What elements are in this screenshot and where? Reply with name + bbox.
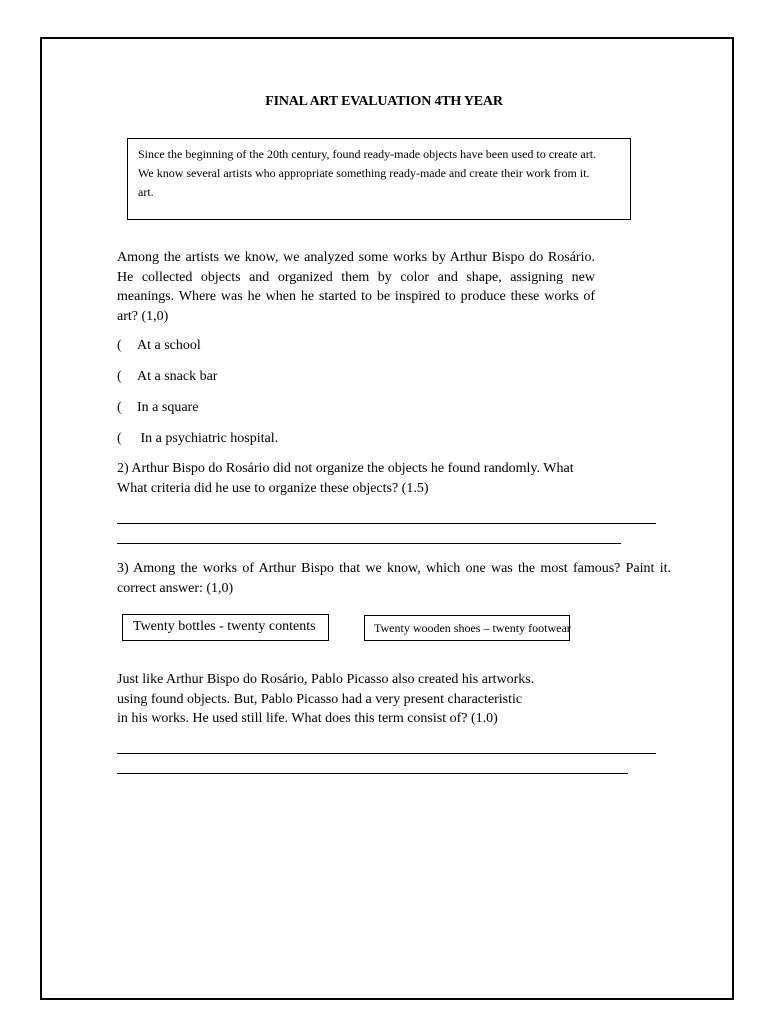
answer-line[interactable] bbox=[117, 773, 628, 774]
intro-line: art. bbox=[138, 185, 154, 199]
choice-twenty-bottles[interactable]: Twenty bottles - twenty contents bbox=[122, 614, 329, 641]
question-1-option-school[interactable] bbox=[117, 336, 201, 355]
question-1-text bbox=[117, 248, 595, 326]
question-2-line: What criteria did he use to organize these objects? (1.5) bbox=[117, 480, 429, 496]
question-4-line: in his works. He used still life. What does this term consist of? (1.0) bbox=[117, 711, 498, 726]
question-4-text bbox=[117, 670, 569, 729]
question-1-option-psychiatric-hospital[interactable] bbox=[117, 429, 278, 448]
answer-line[interactable] bbox=[117, 753, 656, 754]
option-label: At a snack bar bbox=[137, 369, 218, 384]
option-checkbox[interactable]: ( bbox=[117, 369, 122, 384]
option-checkbox[interactable]: ( bbox=[117, 400, 122, 415]
intro-line: We know several artists who appropriate something ready-made and create their work from it. bbox=[138, 166, 590, 180]
question-3-text bbox=[117, 559, 671, 598]
option-label: At a school bbox=[137, 338, 201, 353]
question-4-line: Just like Arthur Bispo do Rosário, Pablo Picasso also created his artworks. bbox=[117, 672, 535, 687]
question-3-prompt: 3) Among the works of Arthur Bispo that we know, which one was the most famous? Paint it. correct answer: (1,0) bbox=[117, 561, 671, 596]
page-title: FINAL ART EVALUATION 4TH YEAR bbox=[265, 94, 503, 109]
question-2-line: 2) Arthur Bispo do Rosário did not organize the objects he found randomly. What bbox=[117, 461, 574, 476]
answer-line[interactable] bbox=[117, 543, 621, 544]
question-1-option-snack-bar[interactable] bbox=[117, 367, 217, 386]
option-checkbox[interactable]: ( bbox=[117, 431, 122, 446]
intro-box bbox=[127, 138, 631, 220]
option-checkbox[interactable]: ( bbox=[117, 338, 122, 353]
option-label: In a psychiatric hospital. bbox=[137, 431, 279, 446]
answer-line[interactable] bbox=[117, 523, 656, 524]
choice-twenty-wooden-shoes[interactable]: Twenty wooden shoes – twenty footwear bbox=[364, 615, 570, 641]
question-2-text bbox=[117, 459, 657, 498]
question-4-line: using found objects. But, Pablo Picasso had a very present characteristic bbox=[117, 691, 523, 707]
option-label: In a square bbox=[137, 400, 199, 415]
question-1-option-square[interactable] bbox=[117, 398, 198, 417]
intro-line: Since the beginning of the 20th century, found ready-made objects have been used to create art. bbox=[138, 147, 597, 161]
question-1-prompt: Among the artists we know, we analyzed some works by Arthur Bispo do Rosário. He collected objects and organized them by color and shape, assigning new meanings. Where was he when he started to be inspired to produce these works of art? (1,0) bbox=[117, 250, 595, 324]
